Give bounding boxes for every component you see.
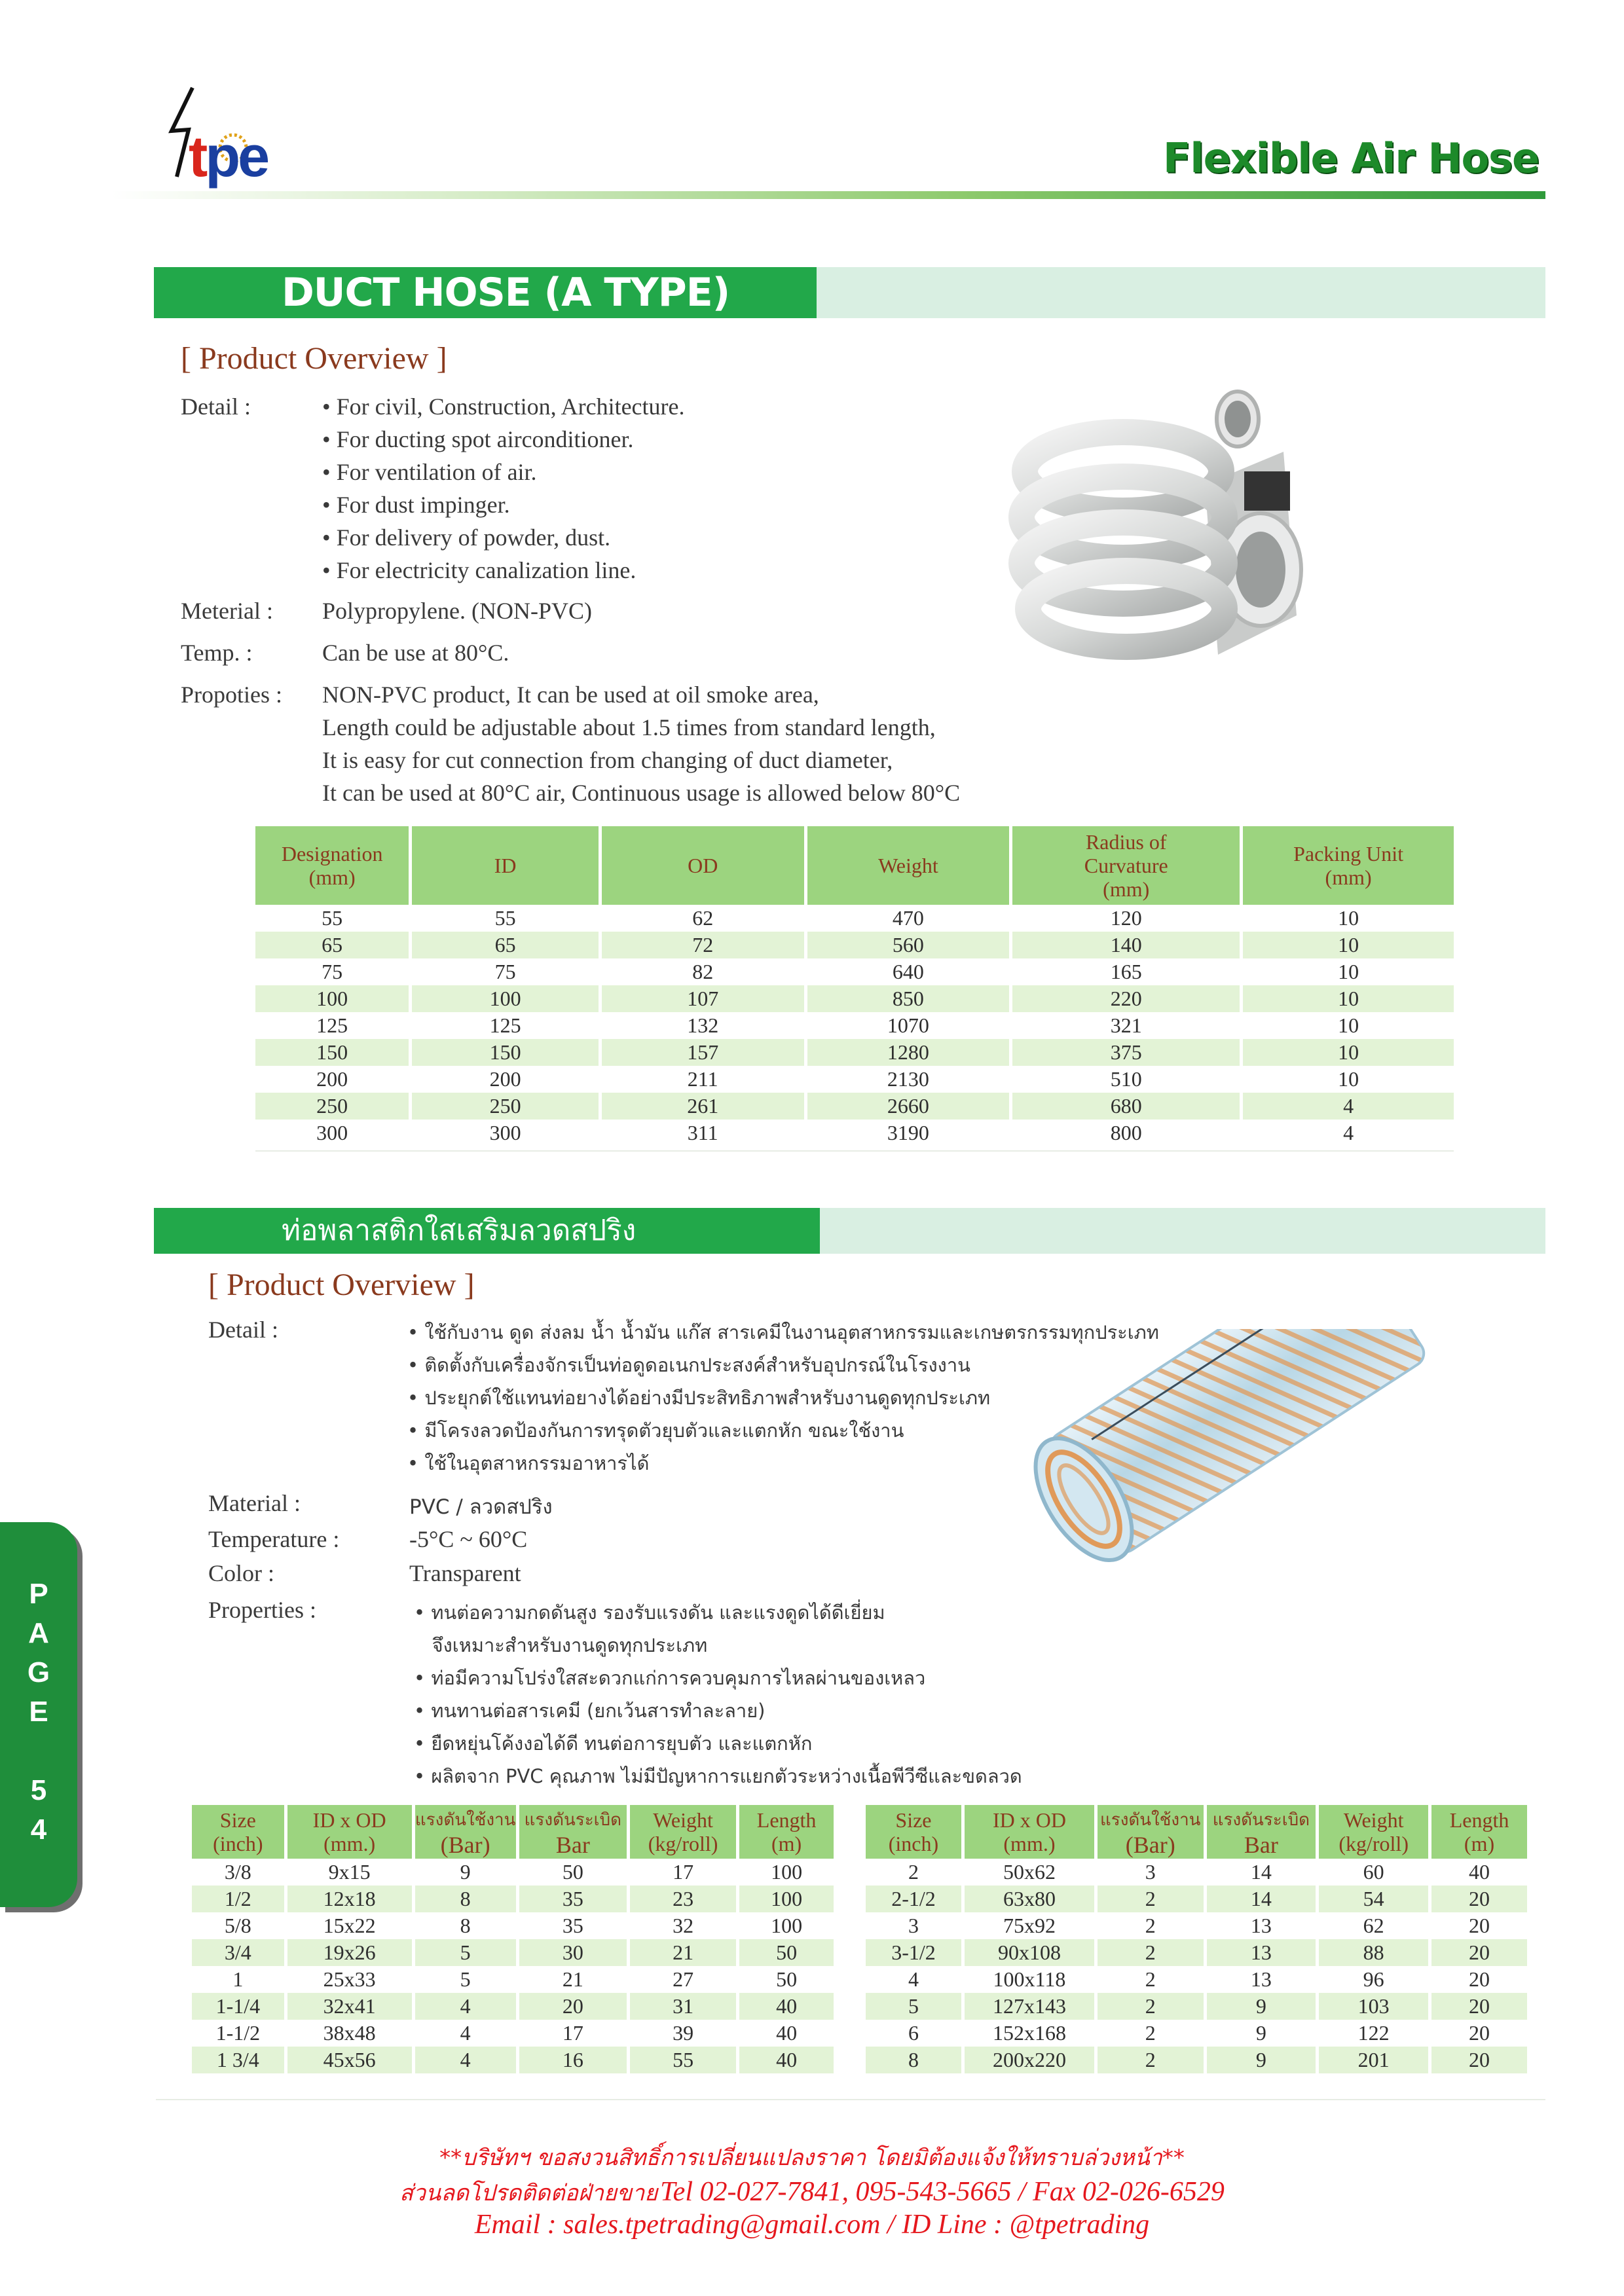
table-cell: 2130 (887, 1067, 929, 1091)
col-header-id: ID (412, 826, 599, 905)
table-cell: 2 (1098, 2047, 1204, 2073)
table-row (866, 1966, 1527, 1993)
table-cell: 4 (415, 2047, 516, 2073)
table-row (866, 2020, 1527, 2047)
detail-item: • ประยุกต์ใช้แทนท่อยางได้อย่างมีประสิทธิภาพสำหรับงานดูดทุกประเภท (407, 1387, 991, 1409)
table-cell: 800 (1110, 1121, 1142, 1144)
table-cell: 32x41 (287, 1993, 412, 2020)
page-tab-digit: 4 (30, 1813, 47, 1846)
table-cell: 321 (1110, 1013, 1142, 1037)
table-row (866, 1993, 1527, 2020)
table-cell: 13 (1250, 1967, 1272, 1991)
table-cell: 3 (1145, 1860, 1156, 1884)
table-cell: 17 (673, 1860, 694, 1884)
table-cell: 96 (1363, 1967, 1384, 1991)
table-row (866, 1939, 1527, 1966)
section2-title-bar (154, 1208, 820, 1254)
pvc-spring-hose-photo (1012, 1329, 1431, 1669)
table-cell: 3 (908, 1914, 919, 1937)
table-cell: 5/8 (224, 1914, 251, 1937)
section1-material-label: Meterial : (181, 598, 273, 624)
table-row (192, 1912, 834, 1939)
duct-hose-table-body (255, 905, 1454, 1146)
table-cell: 850 (807, 985, 1010, 1012)
table-cell: 510 (1110, 1067, 1142, 1091)
table-cell: 75x92 (1003, 1914, 1056, 1937)
table-cell: 31 (630, 1993, 736, 2020)
section2-material-label: Material : (208, 1490, 301, 1516)
page-tab-letter: G (27, 1656, 50, 1688)
table-cell: 35 (519, 1886, 627, 1912)
table-cell: 2660 (807, 1093, 1010, 1120)
table-cell: 150 (255, 1039, 409, 1066)
table-cell: 4 (908, 1967, 919, 1991)
table-row (866, 1859, 1527, 1886)
table-cell: 90x108 (965, 1939, 1094, 1966)
table-row (255, 958, 1454, 985)
table-cell: 20 (519, 1993, 627, 2020)
table-cell: 10 (1338, 1013, 1359, 1037)
table-cell: 55 (322, 906, 343, 930)
table-cell: 150 (412, 1039, 599, 1066)
col-header-weight: Weight (kg/roll) (1319, 1805, 1428, 1859)
col-header-weight: Weight (807, 826, 1010, 905)
table-cell: 54 (1319, 1886, 1428, 1912)
table-row (255, 1039, 1454, 1066)
table-cell: 27 (673, 1967, 694, 1991)
table-cell: 20 (1431, 1993, 1527, 2020)
table-cell: 2 (1145, 2021, 1156, 2045)
table-cell: 1-1/4 (192, 1993, 284, 2020)
table-cell: 55 (494, 906, 516, 930)
table-cell: 65 (412, 932, 599, 958)
table-cell: 2 (1145, 1967, 1156, 1991)
table-cell: 9 (460, 1860, 471, 1884)
pvc-hose-table-large (862, 1805, 1530, 2073)
table-cell: 88 (1319, 1939, 1428, 1966)
table-cell: 40 (739, 2047, 834, 2073)
duct-hose-photo (1008, 380, 1310, 681)
section2-overview-heading: [ Product Overview ] (208, 1267, 475, 1302)
table-cell: 100 (739, 1886, 834, 1912)
table-cell: 72 (602, 932, 804, 958)
section2-color-value: Transparent (409, 1560, 521, 1586)
table-cell: 2-1/2 (866, 1886, 961, 1912)
table-cell: 10 (1338, 1067, 1359, 1091)
properties-line: NON-PVC product, It can be used at oil smoke area, (322, 682, 819, 708)
table-cell: 250 (255, 1093, 409, 1120)
table-row (192, 1993, 834, 2020)
table-cell: 21 (630, 1939, 736, 1966)
section2-material-value: PVC / ลวดสปริง (409, 1495, 553, 1519)
table-cell: 261 (602, 1093, 804, 1120)
table-cell: 10 (1243, 932, 1454, 958)
section1-title: DUCT HOSE (A TYPE) (282, 270, 730, 316)
table-cell: 8 (866, 2047, 961, 2073)
table-cell: 9x15 (328, 1860, 371, 1884)
table-row (255, 1066, 1454, 1093)
table-cell: 10 (1243, 1039, 1454, 1066)
table-cell: 39 (673, 2021, 694, 2045)
table-cell: 30 (519, 1939, 627, 1966)
table-cell: 75 (494, 960, 516, 983)
company-logo (162, 85, 287, 189)
section2-title-bar-tail (820, 1208, 1545, 1254)
table-cell: 63x80 (965, 1886, 1094, 1912)
table-cell: 1070 (887, 1013, 929, 1037)
table-cell: 13 (1207, 1939, 1316, 1966)
table-cell: 13 (1250, 1914, 1272, 1937)
properties-item: จึงเหมาะสำหรับงานดูดทุกประเภท (414, 1634, 708, 1656)
table-cell: 32 (673, 1914, 694, 1937)
contact-phone-fax: Tel 02-027-7841, 095-543-5665 / Fax 02-026-6529 (660, 2177, 1225, 2207)
page-tab-letter: P (29, 1578, 48, 1610)
table-cell: 9 (1207, 2047, 1316, 2073)
table-cell: 103 (1319, 1993, 1428, 2020)
table-cell: 82 (692, 960, 714, 983)
table-cell: 25x33 (323, 1967, 376, 1991)
table-cell: 4 (460, 2021, 471, 2045)
table-cell: 300 (489, 1121, 521, 1144)
table-cell: 8 (460, 1914, 471, 1937)
pvc-hose-table-small-body (192, 1859, 834, 2073)
table-cell: 15x22 (323, 1914, 376, 1937)
table-cell: 21 (562, 1967, 583, 1991)
table-row (192, 2020, 834, 2047)
table-cell: 45x56 (287, 2047, 412, 2073)
table-cell: 16 (519, 2047, 627, 2073)
table-cell: 680 (1012, 1093, 1240, 1120)
table-cell: 50 (739, 1939, 834, 1966)
table-cell: 9 (1207, 1993, 1316, 2020)
col-header-size: Size (inch) (866, 1805, 961, 1859)
table-cell: 65 (255, 932, 409, 958)
table-cell: 560 (807, 932, 1010, 958)
table-cell: 20 (1431, 1886, 1527, 1912)
section2-temperature-label: Temperature : (208, 1526, 340, 1552)
table-row (192, 2047, 834, 2073)
page-title: Flexible Air Hose (1163, 134, 1539, 182)
detail-item: • ติดตั้งกับเครื่องจักรเป็นท่อดูดอเนกประสงค์สำหรับอุปกรณ์ในโรงงาน (407, 1354, 970, 1376)
detail-item: • For ducting spot airconditioner. (322, 426, 634, 452)
section1-properties-text (322, 681, 960, 812)
table-row (866, 1886, 1527, 1912)
table-cell: 127x143 (965, 1993, 1094, 2020)
properties-line: Length could be adjustable about 1.5 times from standard length, (322, 714, 936, 740)
properties-item: • ทนทานต่อสารเคมี (ยกเว้นสารทำละลาย) (414, 1700, 766, 1722)
table-cell: 1/2 (192, 1886, 284, 1912)
duct-hose-spec-table (252, 826, 1457, 1146)
section1-detail-label: Detail : (181, 393, 251, 420)
table-row (255, 932, 1454, 958)
table-row (192, 1966, 834, 1993)
table-cell: 100x118 (993, 1967, 1066, 1991)
page-tab-digit: 5 (30, 1774, 47, 1806)
table-cell: 311 (687, 1121, 718, 1144)
table-row (192, 1859, 834, 1886)
contact-email-line[interactable]: Email : sales.tpetrading@gmail.com / ID Line : @tpetrading (474, 2210, 1150, 2240)
table-row (192, 1939, 834, 1966)
table-cell: 125 (489, 1013, 521, 1037)
table-cell: 5 (415, 1939, 516, 1966)
table-cell: 250 (412, 1093, 599, 1120)
table-cell: 200 (489, 1067, 521, 1091)
table-row (866, 1912, 1527, 1939)
table-cell: 23 (630, 1886, 736, 1912)
page-tab-letter: A (28, 1617, 49, 1649)
col-header-designation: Designation (mm) (255, 826, 409, 905)
table-cell: 165 (1110, 960, 1142, 983)
table-row (255, 1012, 1454, 1039)
section1-title-bar (154, 267, 817, 318)
col-header-length: Length (m) (1431, 1805, 1527, 1859)
table-cell: 2 (1145, 1914, 1156, 1937)
table-cell: 2 (1098, 1939, 1204, 1966)
detail-item: • For electricity canalization line. (322, 557, 637, 583)
section1-detail-list (322, 393, 685, 589)
properties-line: It is easy for cut connection from changing of duct diameter, (322, 747, 893, 773)
detail-item: • ใช้ในอุตสาหกรรมอาหารได้ (407, 1452, 650, 1474)
section2-temperature-value: -5°C ~ 60°C (409, 1526, 528, 1552)
table-cell: 50 (776, 1967, 798, 1991)
table-cell: 50x62 (1003, 1860, 1056, 1884)
table-cell: 5 (460, 1967, 471, 1991)
table-cell: 50 (562, 1860, 583, 1884)
table-cell: 35 (562, 1914, 583, 1937)
table-cell: 10 (1338, 960, 1359, 983)
table-cell: 38x48 (323, 2021, 376, 2045)
table-cell: 2 (908, 1860, 919, 1884)
table-cell: 3/4 (192, 1939, 284, 1966)
col-header-packing: Packing Unit (mm) (1243, 826, 1454, 905)
detail-item: • For civil, Construction, Architecture. (322, 393, 685, 420)
table-cell: 300 (316, 1121, 348, 1144)
contact-prefix: ส่วนลดโปรดติดต่อฝ่ายขาย (399, 2180, 658, 2206)
col-header-length: Length (m) (739, 1805, 834, 1859)
col-header-od: OD (602, 826, 804, 905)
table-cell: 100 (771, 1914, 803, 1937)
table-cell: 14 (1207, 1886, 1316, 1912)
table-cell: 2 (1098, 1886, 1204, 1912)
table-cell: 40 (1469, 1860, 1490, 1884)
table-row (866, 2047, 1527, 2073)
table-row (255, 985, 1454, 1012)
table-cell: 470 (892, 906, 924, 930)
properties-item: • ผลิตจาก PVC คุณภาพ ไม่มีปัญหาการแยกตัวระหว่างเนื้อพีวีซีและขดลวด (414, 1765, 1022, 1787)
table-cell: 4 (1343, 1121, 1354, 1144)
table-cell: 220 (1012, 985, 1240, 1012)
table-cell: 125 (316, 1013, 348, 1037)
table-cell: 40 (739, 1993, 834, 2020)
table-cell: 211 (687, 1067, 718, 1091)
logo-wordmark: tpe (189, 124, 268, 189)
detail-item: • For ventilation of air. (322, 459, 537, 485)
properties-item: • ทนต่อความกดดันสูง รองรับแรงดัน และแรงดูดได้ดีเยี่ยม (414, 1601, 885, 1624)
section1-overview-heading: [ Product Overview ] (181, 341, 447, 376)
col-header-work-pressure: แรงดันใช้งาน (Bar) (1098, 1805, 1204, 1859)
section1-title-bar-tail (817, 267, 1545, 318)
table-cell: 20 (1469, 1967, 1490, 1991)
detail-item: • For dust impinger. (322, 492, 510, 518)
pvc-hose-table-large-body (866, 1859, 1527, 2073)
table-cell: 200 (316, 1067, 348, 1091)
col-header-idod: ID x OD (mm.) (965, 1805, 1094, 1859)
table1-bottom-rule (255, 1150, 1454, 1152)
detail-item: • ใช้กับงาน ดูด ส่งลม น้ำ น้ำมัน แก๊ส สารเคมีในงานอุตสาหกรรมและเกษตรกรรมทุกประเภท (407, 1321, 1159, 1343)
table-cell: 107 (602, 985, 804, 1012)
table-cell: 200x220 (965, 2047, 1094, 2073)
col-header-radius: Radius of Curvature (mm) (1012, 826, 1240, 905)
detail-item: • For delivery of powder, dust. (322, 524, 611, 551)
table-cell: 6 (908, 2021, 919, 2045)
table-cell: 62 (1363, 1914, 1384, 1937)
section1-material-value: Polypropylene. (NON-PVC) (322, 598, 592, 624)
table-cell: 132 (687, 1013, 719, 1037)
table-cell: 40 (776, 2021, 798, 2045)
page-tab-letter: E (29, 1696, 48, 1728)
table-cell: 157 (602, 1039, 804, 1066)
table-row (255, 1120, 1454, 1146)
table-cell: 140 (1012, 932, 1240, 958)
table-cell: 12x18 (287, 1886, 412, 1912)
table-cell: 100 (412, 985, 599, 1012)
col-header-burst-pressure: แรงดันระเบิด Bar (519, 1805, 627, 1859)
price-notice: **บริษัทฯ ขอสงวนสิทธิ์การเปลี่ยนแปลงราคา โดยมิต้องแจ้งให้ทราบล่วงหน้า** (439, 2145, 1185, 2171)
table-cell: 10 (1243, 985, 1454, 1012)
table-cell: 2 (1098, 1993, 1204, 2020)
section2-title: ท่อพลาสติกใสเสริมลวดสปริง (282, 1214, 637, 1247)
properties-item: • ยืดหยุ่นโค้งงอได้ดี ทนต่อการยุบตัว และแตกหัก (414, 1732, 813, 1755)
table-cell: 10 (1338, 906, 1359, 930)
table-cell: 20 (1431, 1939, 1527, 1966)
section1-properties-label: Propoties : (181, 682, 283, 708)
table-cell: 120 (1110, 906, 1142, 930)
table2-bottom-rule (156, 2099, 1545, 2100)
section2-detail-label: Detail : (208, 1317, 278, 1343)
table-cell: 3/8 (224, 1860, 251, 1884)
table-cell: 640 (892, 960, 924, 983)
col-header-work-pressure: แรงดันใช้งาน (Bar) (415, 1805, 516, 1859)
table-cell: 1280 (807, 1039, 1010, 1066)
table-cell: 4 (415, 1993, 516, 2020)
contact-line (0, 2175, 1624, 2210)
table-cell: 9 (1255, 2021, 1266, 2045)
table-cell: 152x168 (992, 2021, 1066, 2045)
table-cell: 19x26 (287, 1939, 412, 1966)
table-cell: 55 (630, 2047, 736, 2073)
table-cell: 8 (415, 1886, 516, 1912)
page-number-tab (0, 1522, 77, 1907)
table-cell: 100 (771, 1860, 803, 1884)
section2-properties-list (414, 1597, 1022, 1794)
properties-line: It can be used at 80°C air, Continuous usage is allowed below 80°C (322, 780, 961, 806)
table-cell: 122 (1357, 2021, 1390, 2045)
col-header-size: Size (inch) (192, 1805, 284, 1859)
section2-properties-label: Properties : (208, 1597, 316, 1623)
table-cell: 60 (1363, 1860, 1384, 1884)
table-cell: 20 (1469, 2021, 1490, 2045)
table-cell: 4 (1243, 1093, 1454, 1120)
table-cell: 1 (232, 1967, 244, 1991)
header-divider (111, 191, 1545, 199)
table-cell: 62 (692, 906, 714, 930)
table-cell: 17 (562, 2021, 583, 2045)
table-cell: 100 (255, 985, 409, 1012)
pvc-hose-table-small (189, 1805, 837, 2073)
table-cell: 201 (1319, 2047, 1428, 2073)
table-row (255, 905, 1454, 932)
table-cell: 20 (1431, 2047, 1527, 2073)
table-cell: 1-1/2 (215, 2021, 261, 2045)
table-cell: 20 (1469, 1914, 1490, 1937)
table-cell: 3190 (887, 1121, 929, 1144)
table-cell: 1 3/4 (192, 2047, 284, 2073)
section1-temp-value: Can be use at 80°C. (322, 640, 509, 666)
table-cell: 3-1/2 (866, 1939, 961, 1966)
section2-color-label: Color : (208, 1560, 275, 1586)
table-cell: 375 (1012, 1039, 1240, 1066)
table-cell: 14 (1250, 1860, 1272, 1884)
col-header-burst-pressure: แรงดันระเบิด Bar (1207, 1805, 1316, 1859)
table-row (192, 1886, 834, 1912)
table-row (255, 1093, 1454, 1120)
properties-item: • ท่อมีความโปร่งใสสะดวกแก่การควบคุมการไหลผ่านของเหลว (414, 1667, 926, 1689)
table-cell: 75 (322, 960, 343, 983)
table-cell: 5 (866, 1993, 961, 2020)
section1-temp-label: Temp. : (181, 640, 253, 666)
col-header-weight: Weight (kg/roll) (630, 1805, 736, 1859)
col-header-idod: ID x OD (mm.) (287, 1805, 412, 1859)
detail-item: • มีโครงลวดป้องกันการทรุดตัวยุบตัวและแตกหัก ขณะใช้งาน (407, 1419, 904, 1442)
